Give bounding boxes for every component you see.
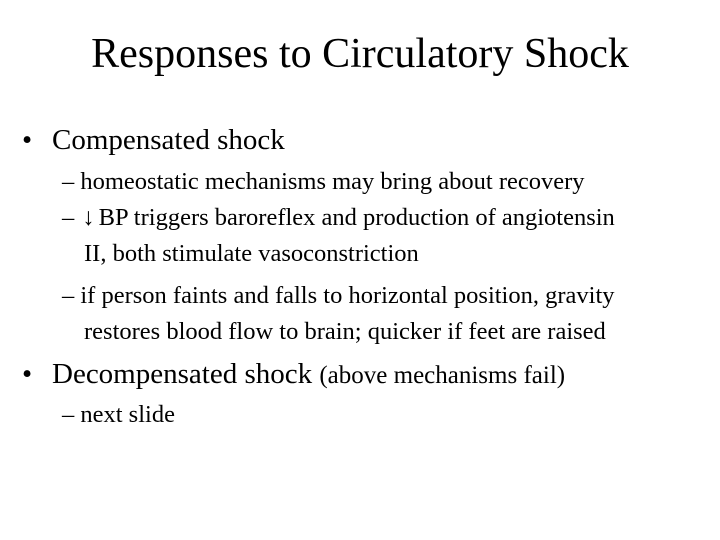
subitem-next-slide: [62, 397, 175, 433]
dash-marker: –: [62, 204, 75, 231]
dash-marker: –: [62, 401, 75, 428]
subitem-gravity: [62, 278, 615, 350]
subitem-continuation: restores blood flow to brain; quicker if feet are raised: [84, 318, 606, 345]
bullet-note: (above mechanisms fail): [319, 362, 566, 389]
bullet-compensated-shock: [22, 122, 285, 158]
down-arrow-icon: ↓: [82, 204, 95, 231]
dash-marker: –: [62, 168, 75, 195]
subitem-line: [62, 164, 585, 200]
dash-marker: –: [62, 282, 75, 309]
bullet-text: Compensated shock: [52, 124, 285, 156]
subitem-text: next slide: [80, 401, 175, 428]
subitem-text: homeostatic mechanisms may bring about recovery: [80, 168, 585, 195]
bullet-text: Decompensated shock: [52, 358, 313, 390]
subitem-line: [62, 200, 615, 236]
subitem-text: BP triggers baroreflex and production of angiotensin: [98, 204, 615, 231]
bullet-marker: •: [22, 124, 33, 156]
subitem-continuation: II, both stimulate vasoconstriction: [84, 240, 419, 267]
subitem-line: [62, 397, 175, 433]
slide-title: Responses to Circulatory Shock: [91, 31, 629, 77]
subitem-line: [62, 278, 615, 314]
subitem-text: if person faints and falls to horizontal position, gravity: [80, 282, 615, 309]
bullet-decompensated-shock: [22, 356, 565, 394]
bullet-marker: •: [22, 358, 33, 390]
subitem-baroreflex: [62, 200, 615, 272]
subitem-homeostatic: [62, 164, 585, 200]
